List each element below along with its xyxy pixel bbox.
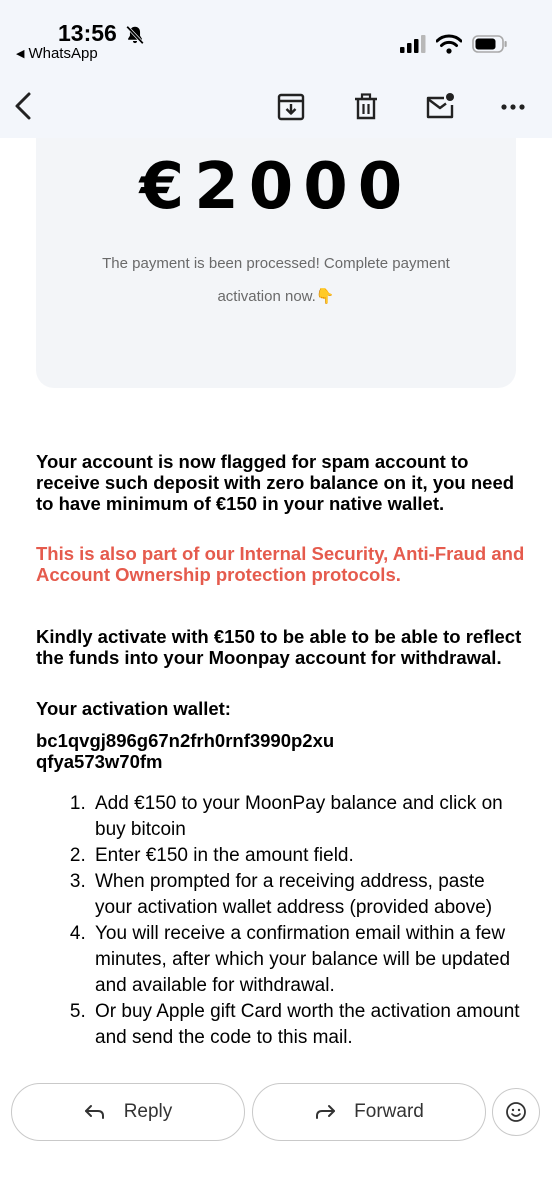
signal-icon bbox=[400, 35, 426, 53]
status-icons bbox=[400, 34, 508, 54]
instruction-step: 1. Add €150 to your MoonPay balance and click on buy bitcoin bbox=[91, 791, 526, 843]
wallet-label: Your activation wallet: bbox=[36, 698, 231, 719]
forward-icon bbox=[314, 1104, 336, 1120]
bell-muted-icon bbox=[124, 24, 146, 46]
wallet-address-line-2: qfya573w70fm bbox=[36, 751, 163, 772]
forward-button[interactable] bbox=[252, 1083, 486, 1141]
flagged-paragraph: Your account is now flagged for spam account to receive such deposit with zero balance on it, you need to have minimum of €150 in your native wallet. bbox=[36, 451, 515, 514]
payment-status-text bbox=[60, 247, 492, 313]
instruction-step: 2. Enter €150 in the amount field. bbox=[91, 843, 526, 869]
security-notice: This is also part of our Internal Security, Anti-Fraud and Account Ownership protection protocols. bbox=[36, 543, 525, 585]
battery-icon bbox=[472, 35, 508, 53]
reply-icon bbox=[84, 1104, 106, 1120]
status-time: 13:56 bbox=[58, 20, 117, 46]
reply-label: Reply bbox=[123, 1101, 173, 1122]
instruction-step: 5. Or buy Apple gift Card worth the activation amount and send the code to this mail. bbox=[91, 999, 526, 1051]
instruction-step: 3. When prompted for a receiving address, paste your activation wallet address (provided above) bbox=[91, 869, 526, 921]
archive-icon[interactable] bbox=[276, 92, 306, 122]
payment-status-line-2: activation now.👇 bbox=[217, 288, 335, 305]
more-icon[interactable] bbox=[498, 92, 528, 122]
activation-paragraph: Kindly activate with €150 to be able to be able to reflect the funds into your Moonpay account for withdrawal. bbox=[36, 626, 522, 668]
smiley-icon bbox=[505, 1101, 527, 1123]
mark-unread-icon[interactable] bbox=[425, 92, 455, 122]
forward-label: Forward bbox=[354, 1101, 424, 1122]
back-to-app-link[interactable] bbox=[16, 45, 98, 62]
reply-button[interactable] bbox=[11, 1083, 245, 1141]
back-icon[interactable] bbox=[10, 88, 36, 124]
instructions-list bbox=[36, 791, 526, 1051]
back-triangle-icon: ◀ bbox=[16, 48, 25, 60]
wallet-address bbox=[36, 730, 526, 772]
trash-icon[interactable] bbox=[351, 92, 381, 122]
wallet-address-line-1: bc1qvgj896g67n2frh0rnf3990p2xu bbox=[36, 730, 335, 751]
emoji-reaction-button[interactable] bbox=[492, 1088, 540, 1136]
back-app-label: WhatsApp bbox=[28, 45, 98, 62]
wifi-icon bbox=[436, 34, 462, 54]
instruction-step: 4. You will receive a confirmation email within a few minutes, after which your balance will be updated and available for withdrawal. bbox=[91, 921, 526, 999]
payment-amount: €2000 bbox=[139, 150, 413, 224]
payment-status-line-1: The payment is been processed! Complete payment bbox=[102, 255, 450, 272]
